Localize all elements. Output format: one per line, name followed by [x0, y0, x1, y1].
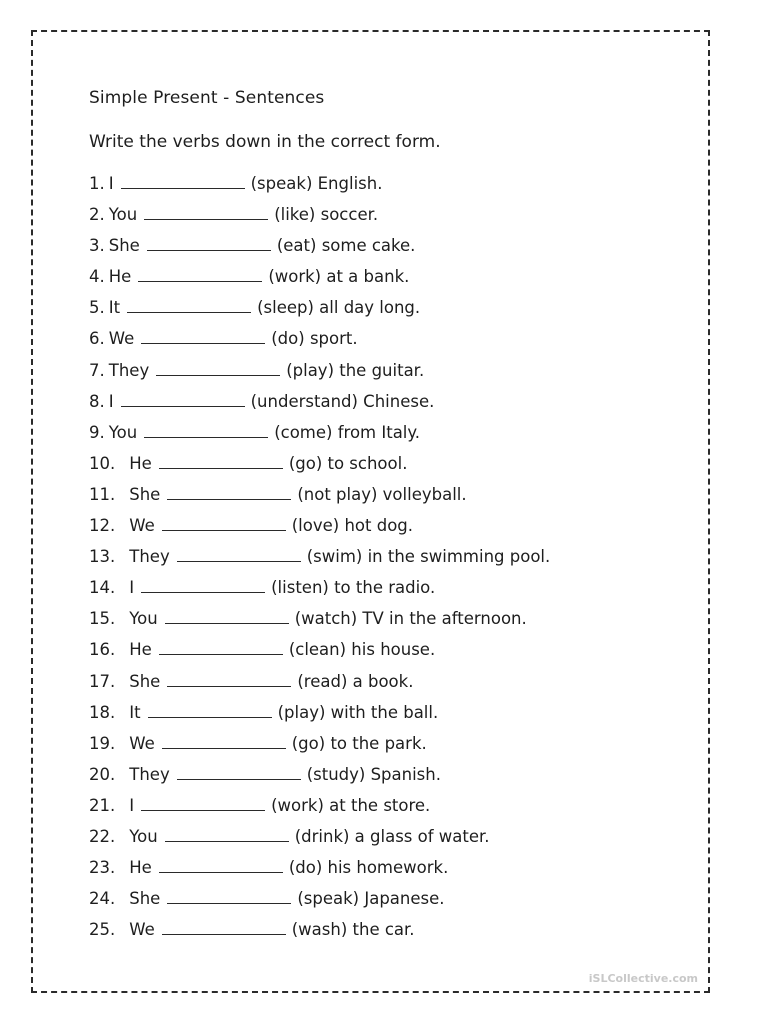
item-verb-hint: (watch) TV in the afternoon.	[294, 609, 527, 629]
answer-blank[interactable]	[177, 543, 301, 562]
watermark: iSLCollective.com	[588, 972, 698, 985]
item-verb-hint: (listen) to the radio.	[271, 578, 436, 598]
answer-blank[interactable]	[177, 761, 301, 780]
item-verb-hint: (work) at the store.	[271, 795, 431, 815]
item-number: 5.	[89, 298, 105, 318]
answer-blank[interactable]	[156, 357, 280, 376]
item-number: 7.	[89, 360, 105, 380]
answer-blank[interactable]	[144, 201, 268, 220]
item-number: 6.	[89, 329, 105, 349]
exercise-item	[89, 168, 689, 199]
item-subject: They	[108, 360, 150, 380]
answer-blank[interactable]	[159, 636, 283, 655]
exercise-item	[89, 852, 689, 883]
item-verb-hint: (wash) the car.	[291, 920, 415, 940]
exercise-item	[89, 790, 689, 821]
answer-blank[interactable]	[121, 388, 245, 407]
answer-blank[interactable]	[138, 263, 262, 282]
item-verb-hint: (sleep) all day long.	[257, 298, 421, 318]
item-verb-hint: (go) to the park.	[291, 733, 427, 753]
item-number: 8.	[89, 391, 105, 411]
item-verb-hint: (work) at a bank.	[268, 267, 410, 287]
item-verb-hint: (study) Spanish.	[306, 764, 441, 784]
answer-blank[interactable]	[147, 232, 271, 251]
item-number: 22.	[89, 826, 116, 846]
answer-blank[interactable]	[162, 730, 286, 749]
item-subject: I	[129, 795, 135, 815]
item-number: 17.	[89, 671, 116, 691]
item-number: 1.	[89, 174, 105, 193]
item-number: 18.	[89, 702, 116, 722]
item-number: 24.	[89, 889, 116, 909]
exercise-item	[89, 230, 689, 261]
item-number: 19.	[89, 733, 116, 753]
item-number: 9.	[89, 422, 105, 442]
item-number: 15.	[89, 609, 116, 629]
exercise-item	[89, 666, 689, 697]
item-verb-hint: (come) from Italy.	[274, 422, 421, 442]
item-number: 21.	[89, 795, 116, 815]
item-verb-hint: (do) sport.	[271, 329, 358, 349]
item-subject: It	[108, 298, 121, 318]
item-verb-hint: (read) a book.	[297, 671, 414, 691]
item-subject: She	[108, 236, 140, 256]
exercise-item	[89, 883, 689, 914]
item-number: 20.	[89, 764, 116, 784]
exercise-item	[89, 261, 689, 292]
item-number: 23.	[89, 858, 116, 878]
item-number: 3.	[89, 236, 105, 256]
answer-blank[interactable]	[159, 854, 283, 873]
item-subject: We	[129, 920, 155, 940]
answer-blank[interactable]	[121, 170, 245, 189]
item-subject: They	[129, 764, 170, 784]
item-verb-hint: (do) his homework.	[288, 858, 449, 878]
item-number: 25.	[89, 920, 116, 940]
item-number: 16.	[89, 640, 116, 660]
answer-blank[interactable]	[162, 916, 286, 935]
answer-blank[interactable]	[167, 885, 291, 904]
item-subject: He	[129, 453, 152, 473]
exercise-item	[89, 821, 689, 852]
item-number: 13.	[89, 547, 116, 567]
item-verb-hint: (not play) volleyball.	[297, 484, 467, 504]
answer-blank[interactable]	[141, 792, 265, 811]
item-subject: We	[129, 733, 155, 753]
item-number: 10.	[89, 453, 116, 473]
item-subject: She	[129, 671, 161, 691]
answer-blank[interactable]	[165, 823, 289, 842]
answer-blank[interactable]	[162, 512, 286, 531]
item-number: 2.	[89, 205, 105, 225]
exercise-item	[89, 199, 689, 230]
exercise-item	[89, 479, 689, 510]
item-verb-hint: (eat) some cake.	[276, 236, 416, 256]
item-verb-hint: (understand) Chinese.	[250, 391, 435, 411]
item-verb-hint: (like) soccer.	[274, 205, 379, 225]
exercise-item	[89, 510, 689, 541]
exercise-item	[89, 728, 689, 759]
item-verb-hint: (play) the guitar.	[286, 360, 425, 380]
exercise-item	[89, 448, 689, 479]
answer-blank[interactable]	[159, 450, 283, 469]
exercise-item	[89, 697, 689, 728]
exercise-list	[89, 168, 689, 945]
exercise-item	[89, 759, 689, 790]
exercise-item	[89, 292, 689, 323]
answer-blank[interactable]	[127, 294, 251, 313]
answer-blank[interactable]	[167, 668, 291, 687]
worksheet-instruction: Write the verbs down in the correct form.	[89, 132, 441, 152]
answer-blank[interactable]	[144, 419, 268, 438]
item-subject: She	[129, 484, 161, 504]
worksheet-title: Simple Present - Sentences	[89, 88, 325, 108]
item-verb-hint: (speak) Japanese.	[297, 889, 445, 909]
item-subject: You	[108, 422, 138, 442]
answer-blank[interactable]	[148, 699, 272, 718]
answer-blank[interactable]	[167, 481, 291, 500]
worksheet-content	[89, 86, 689, 945]
item-verb-hint: (speak) English.	[250, 174, 383, 193]
item-subject: You	[129, 609, 158, 629]
item-subject: We	[129, 516, 155, 536]
item-subject: He	[108, 267, 132, 287]
exercise-item	[89, 323, 689, 354]
item-number: 14.	[89, 578, 116, 598]
item-number: 12.	[89, 516, 116, 536]
item-subject: We	[108, 329, 135, 349]
exercise-item	[89, 541, 689, 572]
item-subject: She	[129, 889, 161, 909]
answer-blank[interactable]	[165, 605, 289, 624]
item-subject: He	[129, 640, 152, 660]
exercise-item	[89, 603, 689, 634]
answer-blank[interactable]	[141, 325, 265, 344]
exercise-item	[89, 572, 689, 603]
exercise-item	[89, 386, 689, 417]
item-subject: You	[129, 826, 158, 846]
item-subject: It	[129, 702, 141, 722]
item-verb-hint: (go) to school.	[288, 453, 408, 473]
item-subject: He	[129, 858, 152, 878]
item-subject: I	[108, 174, 114, 193]
exercise-item	[89, 417, 689, 448]
item-number: 4.	[89, 267, 105, 287]
item-verb-hint: (play) with the ball.	[277, 702, 439, 722]
item-subject: I	[108, 391, 114, 411]
item-subject: You	[108, 205, 138, 225]
answer-blank[interactable]	[141, 574, 265, 593]
item-verb-hint: (clean) his house.	[288, 640, 436, 660]
exercise-item	[89, 634, 689, 665]
item-verb-hint: (swim) in the swimming pool.	[306, 547, 551, 567]
exercise-item	[89, 914, 689, 945]
exercise-item	[89, 355, 689, 386]
item-subject: I	[129, 578, 135, 598]
item-subject: They	[129, 547, 170, 567]
item-number: 11.	[89, 484, 116, 504]
item-verb-hint: (drink) a glass of water.	[294, 826, 490, 846]
item-verb-hint: (love) hot dog.	[291, 516, 414, 536]
